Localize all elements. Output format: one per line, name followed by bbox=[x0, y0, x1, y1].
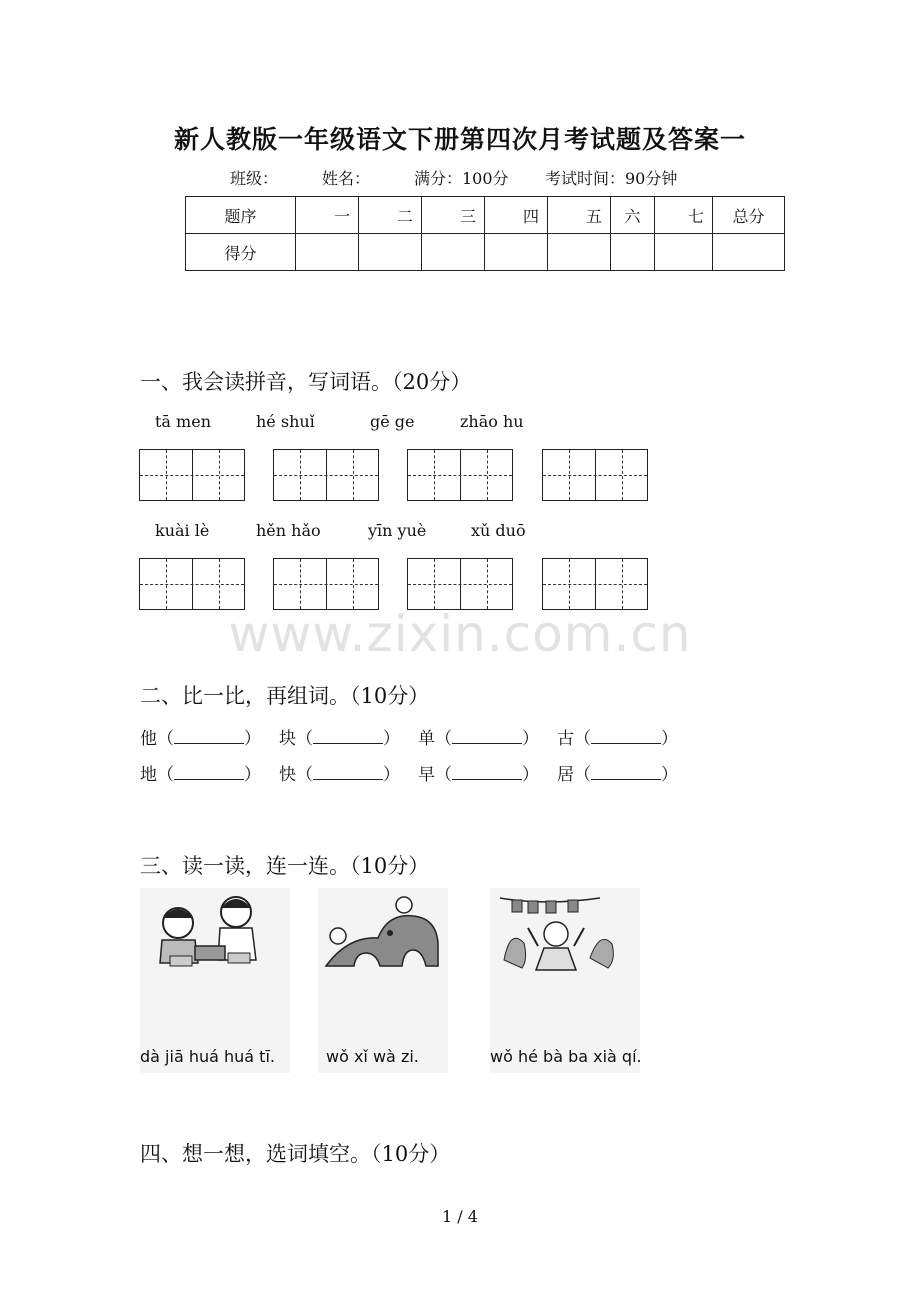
class-label: 班级： bbox=[230, 169, 279, 188]
score-col-3: 三 bbox=[422, 197, 485, 234]
writing-grid[interactable] bbox=[407, 558, 513, 610]
answer-blank[interactable] bbox=[313, 764, 383, 780]
score-table-score-row bbox=[186, 234, 785, 271]
pinyin-henhao: hěn hǎo bbox=[256, 521, 321, 540]
score-table bbox=[185, 196, 785, 271]
score-cell[interactable] bbox=[485, 234, 548, 271]
compare-item: 地（ ） bbox=[140, 765, 261, 785]
section1-heading: 一、我会读拼音，写词语。（20分） bbox=[140, 370, 472, 394]
kids-playing-chess-illustration bbox=[140, 888, 290, 1073]
writing-grid[interactable] bbox=[273, 558, 379, 610]
score-cell[interactable] bbox=[422, 234, 485, 271]
compare-item: 单（ ） bbox=[418, 729, 539, 749]
score-cell[interactable] bbox=[611, 234, 655, 271]
score-col-total: 总分 bbox=[713, 197, 785, 234]
answer-blank[interactable] bbox=[174, 728, 244, 744]
pinyin-xuduo: xǔ duō bbox=[471, 521, 526, 540]
answer-blank[interactable] bbox=[174, 764, 244, 780]
score-cell[interactable] bbox=[713, 234, 785, 271]
writing-grid[interactable] bbox=[273, 449, 379, 501]
score-col-6: 六 bbox=[611, 197, 655, 234]
pinyin-yinyue: yīn yuè bbox=[368, 521, 427, 540]
full-score-label: 满分：100分 bbox=[414, 169, 509, 188]
pinyin-zhaohu: zhāo hu bbox=[460, 412, 524, 431]
answer-blank[interactable] bbox=[313, 728, 383, 744]
pinyin-tamen: tā men bbox=[155, 412, 211, 431]
compare-item: 早（ ） bbox=[418, 765, 539, 785]
pinyin-gege: gē ge bbox=[370, 412, 415, 431]
compare-char: 他 bbox=[140, 729, 157, 749]
score-col-5: 五 bbox=[548, 197, 611, 234]
score-col-1: 一 bbox=[296, 197, 359, 234]
compare-char: 早 bbox=[418, 765, 435, 785]
score-cell[interactable] bbox=[359, 234, 422, 271]
writing-grid[interactable] bbox=[542, 449, 648, 501]
compare-item: 快（ ） bbox=[279, 765, 400, 785]
caption-slide: dà jiā huá huá tī. bbox=[140, 1047, 275, 1066]
answer-blank[interactable] bbox=[591, 728, 661, 744]
compare-char: 块 bbox=[279, 729, 296, 749]
compare-char: 单 bbox=[418, 729, 435, 749]
compare-char: 古 bbox=[557, 729, 574, 749]
girl-washing-socks-illustration bbox=[490, 888, 640, 1073]
score-cell[interactable] bbox=[548, 234, 611, 271]
exam-time-label: 考试时间：90分钟 bbox=[545, 169, 678, 188]
compare-item: 居（ ） bbox=[557, 765, 678, 785]
pinyin-kuaile: kuài lè bbox=[155, 521, 210, 540]
compare-char: 居 bbox=[557, 765, 574, 785]
answer-blank[interactable] bbox=[452, 764, 522, 780]
page-number: 1 / 4 bbox=[442, 1207, 478, 1226]
section2-heading: 二、比一比，再组词。（10分） bbox=[140, 684, 430, 708]
score-cell[interactable] bbox=[296, 234, 359, 271]
score-col-2: 二 bbox=[359, 197, 422, 234]
elephant-slide-illustration bbox=[318, 888, 448, 1073]
name-label: 姓名： bbox=[322, 169, 371, 188]
score-col-7: 七 bbox=[655, 197, 713, 234]
compare-char: 地 bbox=[140, 765, 157, 785]
caption-socks: wǒ xǐ wà zi. bbox=[326, 1047, 419, 1066]
score-row-label: 得分 bbox=[186, 234, 296, 271]
section3-heading: 三、读一读，连一连。（10分） bbox=[140, 854, 430, 878]
writing-grid[interactable] bbox=[407, 449, 513, 501]
writing-grid[interactable] bbox=[542, 558, 648, 610]
answer-blank[interactable] bbox=[591, 764, 661, 780]
compare-item: 古（ ） bbox=[557, 729, 678, 749]
compare-item: 他（ ） bbox=[140, 729, 261, 749]
writing-grid[interactable] bbox=[139, 449, 245, 501]
compare-char: 快 bbox=[279, 765, 296, 785]
watermark: www.zixin.com.cn bbox=[228, 605, 692, 663]
score-header-label: 题序 bbox=[186, 197, 296, 234]
score-table-header-row bbox=[186, 197, 785, 234]
pinyin-heshui: hé shuǐ bbox=[256, 412, 315, 431]
caption-chess: wǒ hé bà ba xià qí. bbox=[490, 1047, 642, 1066]
writing-grid[interactable] bbox=[139, 558, 245, 610]
answer-blank[interactable] bbox=[452, 728, 522, 744]
score-col-4: 四 bbox=[485, 197, 548, 234]
score-cell[interactable] bbox=[655, 234, 713, 271]
section4-heading: 四、想一想，选词填空。（10分） bbox=[140, 1142, 451, 1166]
compare-item: 块（ ） bbox=[279, 729, 400, 749]
page-title: 新人教版一年级语文下册第四次月考试题及答案一 bbox=[173, 125, 746, 154]
